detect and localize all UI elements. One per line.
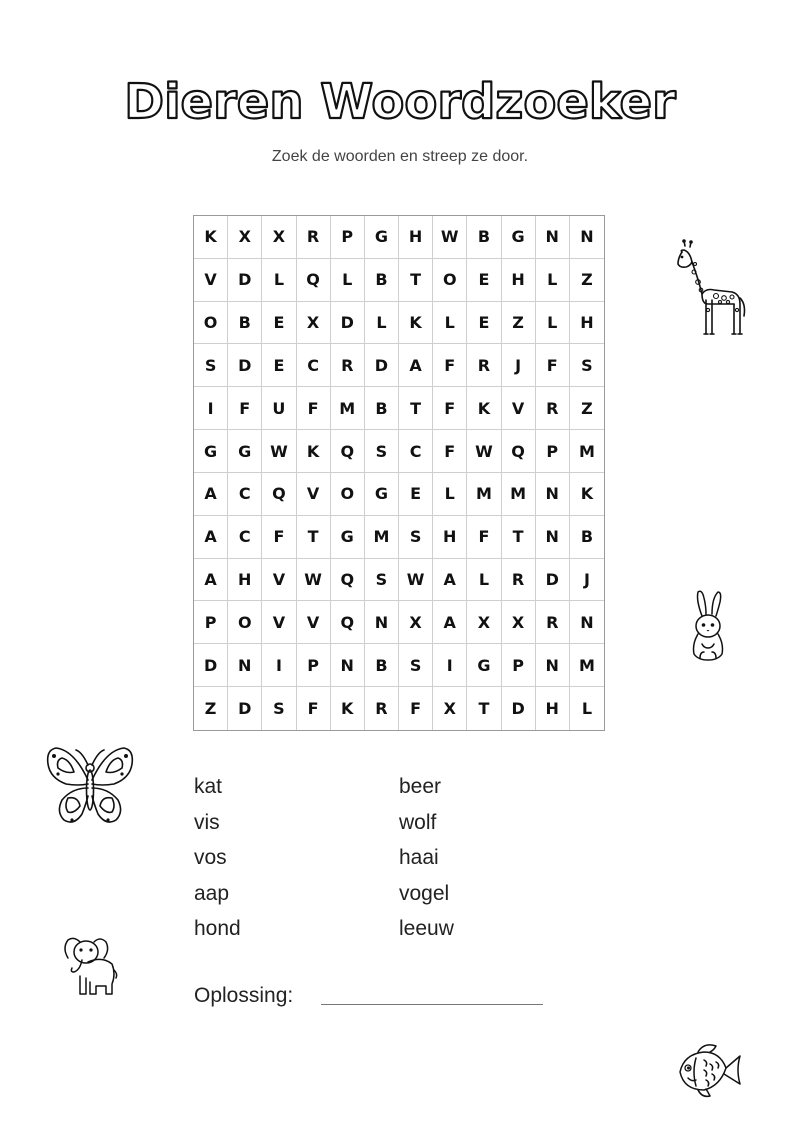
grid-cell[interactable]: S	[262, 687, 296, 730]
grid-cell[interactable]: S	[399, 644, 433, 687]
grid-cell[interactable]: O	[331, 473, 365, 516]
grid-cell[interactable]: Q	[331, 430, 365, 473]
grid-cell[interactable]: L	[262, 259, 296, 302]
grid-cell[interactable]: F	[297, 387, 331, 430]
grid-cell[interactable]: E	[262, 302, 296, 345]
grid-cell[interactable]: Q	[262, 473, 296, 516]
grid-cell[interactable]: Z	[502, 302, 536, 345]
grid-cell[interactable]: N	[536, 473, 570, 516]
grid-cell[interactable]: G	[467, 644, 501, 687]
grid-cell[interactable]: E	[467, 302, 501, 345]
grid-cell[interactable]: K	[194, 216, 228, 259]
grid-cell[interactable]: T	[502, 516, 536, 559]
grid-cell[interactable]: M	[467, 473, 501, 516]
grid-cell[interactable]: M	[331, 387, 365, 430]
grid-cell[interactable]: X	[399, 601, 433, 644]
grid-cell[interactable]: W	[399, 559, 433, 602]
grid-cell[interactable]: X	[467, 601, 501, 644]
grid-cell[interactable]: V	[262, 559, 296, 602]
grid-cell[interactable]: L	[365, 302, 399, 345]
grid-cell[interactable]: Z	[570, 387, 604, 430]
grid-cell[interactable]: D	[536, 559, 570, 602]
word-list-item: vos	[194, 846, 227, 869]
grid-cell[interactable]: F	[262, 516, 296, 559]
fish-icon	[674, 1040, 744, 1102]
grid-cell[interactable]: B	[570, 516, 604, 559]
grid-cell[interactable]: U	[262, 387, 296, 430]
grid-cell[interactable]: R	[297, 216, 331, 259]
grid-cell[interactable]: S	[365, 430, 399, 473]
grid-cell[interactable]: O	[228, 601, 262, 644]
grid-cell[interactable]: F	[433, 430, 467, 473]
grid-cell[interactable]: F	[433, 344, 467, 387]
word-list-column-1	[194, 769, 241, 947]
grid-cell[interactable]: R	[536, 601, 570, 644]
grid-cell[interactable]: N	[536, 516, 570, 559]
grid-cell[interactable]: F	[297, 687, 331, 730]
grid-cell[interactable]: X	[297, 302, 331, 345]
grid-cell[interactable]: V	[297, 601, 331, 644]
grid-cell[interactable]: Z	[570, 259, 604, 302]
word-list-item: kat	[194, 775, 223, 798]
grid-cell[interactable]: A	[399, 344, 433, 387]
grid-cell[interactable]: C	[228, 516, 262, 559]
grid-cell[interactable]: N	[365, 601, 399, 644]
grid-cell[interactable]: R	[536, 387, 570, 430]
grid-cell[interactable]: B	[467, 216, 501, 259]
grid-cell[interactable]: Q	[331, 559, 365, 602]
grid-cell[interactable]: S	[365, 559, 399, 602]
grid-cell[interactable]: Q	[331, 601, 365, 644]
grid-cell[interactable]: L	[433, 473, 467, 516]
grid-cell[interactable]: E	[262, 344, 296, 387]
grid-cell[interactable]: T	[399, 259, 433, 302]
word-list-column-2	[399, 769, 454, 947]
grid-cell[interactable]: W	[297, 559, 331, 602]
grid-cell[interactable]: N	[536, 644, 570, 687]
grid-cell[interactable]: X	[262, 216, 296, 259]
word-list-item: haai	[399, 846, 439, 869]
grid-cell[interactable]: A	[194, 473, 228, 516]
grid-cell[interactable]: C	[399, 430, 433, 473]
grid-cell[interactable]: L	[331, 259, 365, 302]
grid-cell[interactable]: B	[365, 259, 399, 302]
word-list-item: hond	[194, 917, 241, 940]
word-list-item: vogel	[399, 881, 450, 905]
grid-cell[interactable]: I	[262, 644, 296, 687]
rabbit-icon	[686, 588, 730, 662]
grid-cell[interactable]: H	[433, 516, 467, 559]
grid-cell[interactable]: F	[399, 687, 433, 730]
grid-cell[interactable]: C	[228, 473, 262, 516]
grid-cell[interactable]: H	[536, 687, 570, 730]
grid-cell[interactable]: G	[194, 430, 228, 473]
grid-cell[interactable]: A	[433, 601, 467, 644]
grid-cell[interactable]: J	[570, 559, 604, 602]
grid-cell[interactable]: H	[570, 302, 604, 345]
grid-cell[interactable]: E	[467, 259, 501, 302]
grid-cell[interactable]: V	[194, 259, 228, 302]
solution-label: Oplossing:	[194, 984, 294, 1007]
word-list-item: beer	[399, 775, 442, 798]
grid-cell[interactable]: L	[536, 302, 570, 345]
grid-cell[interactable]: D	[228, 259, 262, 302]
grid-cell[interactable]: D	[331, 302, 365, 345]
grid-cell[interactable]: X	[433, 687, 467, 730]
giraffe-icon	[668, 238, 748, 342]
grid-cell[interactable]: D	[228, 687, 262, 730]
grid-cell[interactable]: N	[536, 216, 570, 259]
grid-cell[interactable]: A	[433, 559, 467, 602]
word-list-item: aap	[194, 881, 230, 905]
grid-cell[interactable]: R	[365, 687, 399, 730]
butterfly-icon	[44, 740, 136, 832]
grid-cell[interactable]: M	[570, 430, 604, 473]
grid-cell[interactable]: T	[399, 387, 433, 430]
solution-answer-line[interactable]	[321, 1004, 543, 1005]
grid-cell[interactable]: M	[570, 644, 604, 687]
grid-cell[interactable]: G	[365, 473, 399, 516]
grid-cell[interactable]: X	[502, 601, 536, 644]
grid-cell[interactable]: K	[331, 687, 365, 730]
word-list-item: vis	[194, 810, 220, 834]
grid-cell[interactable]: E	[399, 473, 433, 516]
grid-cell[interactable]: O	[194, 302, 228, 345]
grid-cell[interactable]: D	[194, 644, 228, 687]
grid-cell[interactable]: F	[536, 344, 570, 387]
grid-cell[interactable]: P	[502, 644, 536, 687]
grid-cell[interactable]: T	[467, 687, 501, 730]
grid-cell[interactable]: L	[536, 259, 570, 302]
grid-cell[interactable]: P	[297, 644, 331, 687]
grid-cell[interactable]: C	[297, 344, 331, 387]
grid-cell[interactable]: D	[228, 344, 262, 387]
grid-cell[interactable]: M	[365, 516, 399, 559]
grid-cell[interactable]: P	[536, 430, 570, 473]
grid-cell[interactable]: L	[433, 302, 467, 345]
grid-cell[interactable]: R	[331, 344, 365, 387]
grid-cell[interactable]: W	[467, 430, 501, 473]
grid-cell[interactable]: A	[194, 559, 228, 602]
grid-cell[interactable]: Q	[297, 259, 331, 302]
instructions: Zoek de woorden en streep ze door.	[271, 148, 529, 165]
grid-cell[interactable]: V	[262, 601, 296, 644]
elephant-icon	[60, 934, 120, 998]
grid-cell[interactable]: S	[399, 516, 433, 559]
grid-cell[interactable]: L	[581, 699, 593, 719]
grid-cell[interactable]: K	[570, 473, 604, 516]
grid-cell[interactable]: J	[502, 344, 536, 387]
grid-cell[interactable]: N	[570, 216, 604, 259]
grid-cell[interactable]: O	[433, 259, 467, 302]
grid-cell[interactable]: W	[433, 216, 467, 259]
grid-cell[interactable]: R	[467, 344, 501, 387]
grid-cell[interactable]: H	[228, 559, 262, 602]
page-title	[0, 68, 800, 132]
grid-cell[interactable]: H	[502, 259, 536, 302]
grid-cell[interactable]: F	[467, 516, 501, 559]
word-search-grid	[193, 215, 605, 731]
grid-cell[interactable]: V	[502, 387, 536, 430]
grid-cell[interactable]: D	[502, 687, 536, 730]
word-list-item: wolf	[399, 810, 437, 834]
grid-cell[interactable]: N	[570, 601, 604, 644]
grid-cell[interactable]: F	[228, 387, 262, 430]
grid-cell[interactable]: F	[433, 387, 467, 430]
grid-cell[interactable]: H	[399, 216, 433, 259]
grid-cell[interactable]: T	[297, 516, 331, 559]
grid-cell[interactable]: N	[228, 644, 262, 687]
grid-cell[interactable]: B	[228, 302, 262, 345]
grid-cell[interactable]: M	[502, 473, 536, 516]
grid-cell[interactable]: I	[194, 387, 228, 430]
grid-cell[interactable]: R	[502, 559, 536, 602]
page-title-svg	[0, 68, 800, 132]
grid-cell[interactable]: P	[194, 601, 228, 644]
grid-cell[interactable]: K	[399, 302, 433, 345]
grid-cell[interactable]: S	[194, 344, 228, 387]
grid-cell[interactable]: A	[194, 516, 228, 559]
grid-cell[interactable]: G	[228, 430, 262, 473]
grid-cell[interactable]: S	[570, 344, 604, 387]
grid-cell[interactable]: B	[365, 644, 399, 687]
grid-cell[interactable]: G	[365, 216, 399, 259]
grid-cell[interactable]: I	[433, 644, 467, 687]
grid-cell[interactable]: V	[297, 473, 331, 516]
grid-cell[interactable]: N	[331, 644, 365, 687]
grid-cell[interactable]: Z	[194, 687, 228, 730]
grid-cell[interactable]: P	[331, 216, 365, 259]
grid-cell[interactable]: B	[365, 387, 399, 430]
grid-cell[interactable]: Q	[502, 430, 536, 473]
word-list-item: leeuw	[399, 917, 454, 940]
page-title-text: Dieren Woordzoeker	[124, 74, 676, 130]
grid-cell[interactable]: X	[228, 216, 262, 259]
grid-cell[interactable]: D	[365, 344, 399, 387]
grid-cell[interactable]: L	[467, 559, 501, 602]
grid-cell[interactable]: K	[297, 430, 331, 473]
grid-cell[interactable]: G	[502, 216, 536, 259]
grid-cell[interactable]: G	[331, 516, 365, 559]
grid-cell[interactable]: K	[467, 387, 501, 430]
grid-cell[interactable]: W	[262, 430, 296, 473]
